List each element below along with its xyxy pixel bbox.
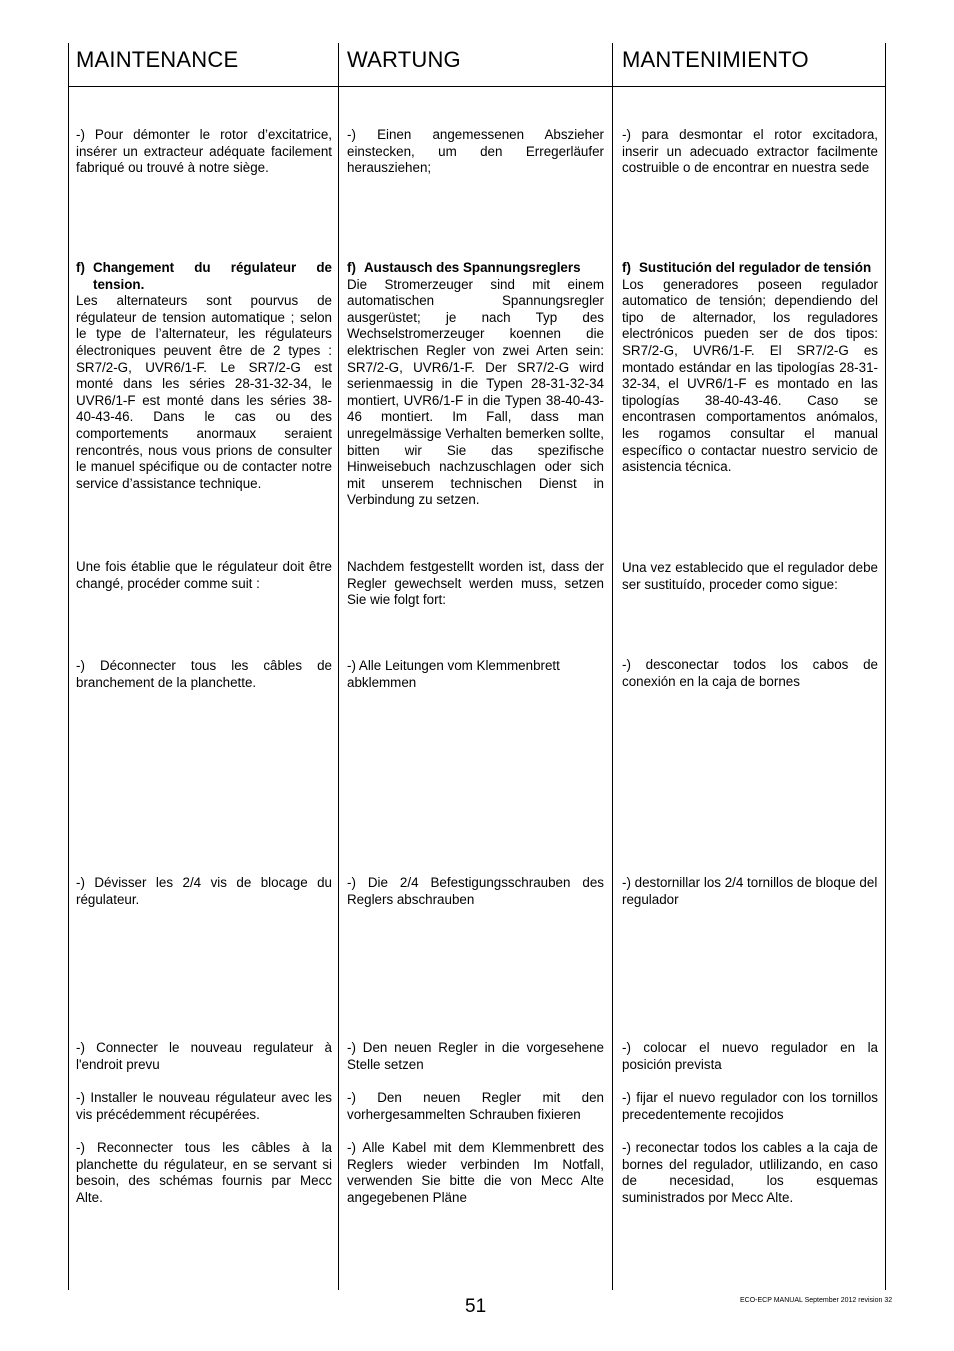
de-step-install: -) Den neuen Regler mit den vorhergesammelten Schrauben fixieren <box>347 1090 604 1122</box>
fr-step-install: -) Installer le nouveau régulateur avec les vis précédemment récupérées. <box>76 1090 332 1122</box>
de-step-connect-new: -) Den neuen Regler in die vorgesehene Stelle setzen <box>347 1040 604 1072</box>
column-divider-1 <box>338 43 339 1290</box>
de-section-body: Die Stromerzeuger sind mit einem automatischen Spannungsregler ausgerüstet; je nach Typ des Wechselstromerzeuger koennen die elektrischen Regler von zwei Arten sein: SR7/2-G, UVR6/1-F. Der SR7/2-G wird serienmaessig in die Typen 28-31-32-34 montiert, UVR6/1-F in die Typen 38-40-43-46 montiert. Im Fall, dass man unregelmässige Verhalten bemerken sollte, bitten wir Sie das spezifische Hinweisebuch nachzuschlagen oder sich mit unserem technischen Dienst in Verbindung zu setzen. <box>347 276 604 508</box>
fr-section-label: f) <box>76 260 85 275</box>
fr-step-unscrew: -) Dévisser les 2/4 vis de blocage du régulateur. <box>76 875 332 907</box>
fr-section-body: Les alternateurs sont pourvus de régulateur de tension automatique ; selon le type de l’alternateur, les régulateurs électroniques peuvent être de 2 types : SR7/2-G, UVR6/1-F. Le SR7/2-G est monté dans les séries 28-31-32-34, le UVR6/1-F est monté dans les séries 38-40-43-46. Dans le cas ou des comportements anormaux seraient rencontrés, nous vous prions de consulter le manuel spécifique ou de contacter notre service d’assistance technique. <box>76 293 332 491</box>
fr-procedure-intro: Une fois établie que le régulateur doit être changé, procéder comme suit : <box>76 559 332 591</box>
heading-es: MANTENIMIENTO <box>622 47 809 72</box>
de-step-disconnect: -) Alle Leitungen vom Klemmenbrett abklemmen <box>347 658 560 690</box>
es-procedure-intro: Una vez establecido que el regulador debe ser sustituído, proceder como sigue: <box>622 560 878 592</box>
de-step-reconnect: -) Alle Kabel mit dem Klemmenbrett des Reglers wieder verbinden Im Notfall, verwenden Sie bitte die von Mecc Alte angegebenen Pläne <box>347 1140 604 1205</box>
header-rule <box>68 86 886 87</box>
es-step-disconnect: -) desconectar todos los cabos de conexión en la caja de bornes <box>622 657 878 689</box>
de-section-label: f) <box>347 260 356 275</box>
column-divider-right <box>885 43 886 1290</box>
es-section-title-text: Sustitución del regulador de tensión <box>639 260 872 275</box>
de-section-f <box>347 260 604 509</box>
fr-step-connect-new: -) Connecter le nouveau regulateur à l'endroit prevu <box>76 1040 332 1072</box>
fr-section-title-text: Changement du régulateur de tension. <box>93 260 332 292</box>
es-section-f <box>622 260 878 476</box>
column-divider-left <box>68 43 69 1290</box>
manual-reference: ECO-ECP MANUAL September 2012 revision 32 <box>740 1297 893 1304</box>
es-step-connect-new: -) colocar el nuevo regulador en la posición prevista <box>622 1040 878 1072</box>
de-extractor-text: -) Einen angemessenen Abszieher einstecken, um den Erregerläufer herausziehen; <box>347 127 604 176</box>
es-section-body: Los generadores poseen regulador automatico de tensión; dependiendo del tipo de alternador, los reguladores electrónicos pueden ser de dos tipos: SR7/2-G, UVR6/1-F. El SR7/2-G es montado estándar en las tipologías 28-31-32-34, el UVR6/1-F es montado en las tipologías 38-40-43-46. Caso se encontrasen comportamentos anómalos, les rogamos consultar el manual específico o contactar nuestro servicio de asistencia técnica. <box>622 276 878 475</box>
fr-section-title <box>76 260 332 293</box>
fr-step-disconnect: -) Déconnecter tous les câbles de branchement de la planchette. <box>76 658 332 690</box>
es-step-unscrew: -) destornillar los 2/4 tornillos de bloque del regulador <box>622 875 878 907</box>
de-section-title-text: Austausch des Spannungsreglers <box>364 260 581 275</box>
heading-fr: MAINTENANCE <box>76 47 239 72</box>
es-extractor-text: -) para desmontar el rotor excitadora, inserir un adecuado extractor facilmente costruible o de encontrar en nuestra sede <box>622 127 878 176</box>
de-step-unscrew: -) Die 2/4 Befestigungsschrauben des Reglers abschrauben <box>347 875 604 907</box>
es-step-reconnect: -) reconectar todos los cables a la caja de bornes del regulador, utlilizando, en caso de necesidad, los esquemas suministrados por Mecc Alte. <box>622 1140 878 1205</box>
page-number: 51 <box>465 1296 487 1317</box>
es-step-install: -) fijar el nuevo regulador con los tornillos precedentemente recojidos <box>622 1090 878 1122</box>
fr-step-reconnect: -) Reconnecter tous les câbles à la planchette du régulateur, en se servant si besoin, des schémas fournis par Mecc Alte. <box>76 1140 332 1205</box>
de-procedure-intro: Nachdem festgestellt worden ist, dass der Regler gewechselt werden muss, setzen Sie wie folgt fort: <box>347 559 604 608</box>
column-divider-2 <box>612 43 613 1290</box>
fr-section-f <box>76 260 332 492</box>
fr-extractor-text: -) Pour démonter le rotor d’excitatrice, insérer un extracteur adéquate facilement fabriqué ou trouvé à notre siège. <box>76 127 332 176</box>
es-section-label: f) <box>622 260 631 275</box>
heading-de: WARTUNG <box>347 47 461 72</box>
es-section-title <box>622 260 878 277</box>
de-section-title <box>347 260 604 277</box>
